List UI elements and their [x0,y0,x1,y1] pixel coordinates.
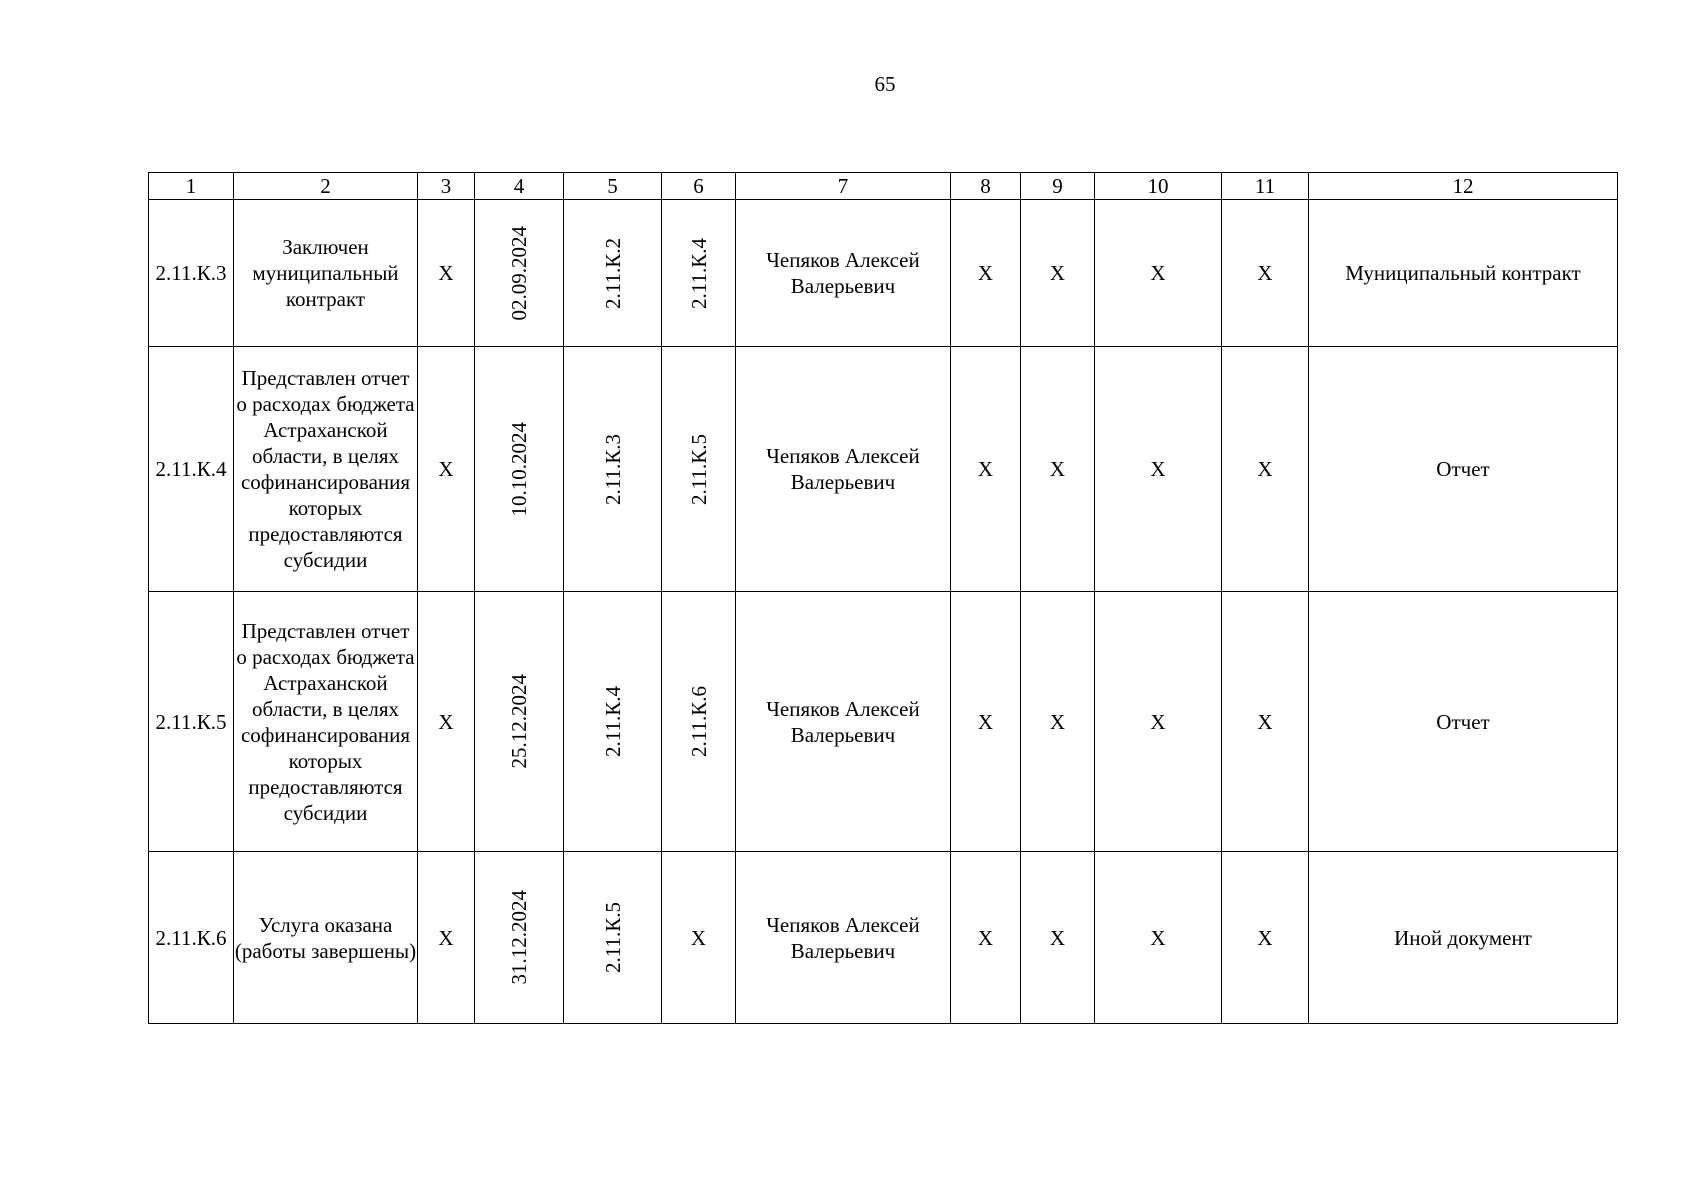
table-row [149,592,1618,852]
row-col11: X [1222,592,1309,852]
row-date: 31.12.2024 [507,890,531,985]
row-date-cell [475,592,564,852]
row-predecessor-cell [564,200,662,347]
row-col11: X [1222,200,1309,347]
row-col3: X [418,592,475,852]
row-successor: 2.11.К.4 [686,237,711,309]
row-date: 10.10.2024 [507,421,531,517]
row-successor-cell [662,200,736,347]
row-col8: X [951,592,1021,852]
table-row [149,852,1618,1024]
header-cell: 5 [564,173,662,200]
row-predecessor-cell [564,347,662,592]
row-successor: 2.11.К.5 [686,433,711,505]
row-col11: X [1222,852,1309,1024]
row-date: 25.12.2024 [507,674,531,769]
header-cell: 6 [662,173,736,200]
row-col10: X [1095,592,1222,852]
row-col10: X [1095,347,1222,592]
row-col3: X [418,852,475,1024]
row-code: 2.11.К.3 [149,200,234,347]
row-col8: X [951,200,1021,347]
row-predecessor: 2.11.К.4 [600,686,625,757]
row-successor-cell [662,347,736,592]
table-row [149,347,1618,592]
row-successor: X [662,852,736,1024]
row-col9: X [1021,592,1095,852]
row-date: 02.09.2024 [507,225,531,321]
row-col10: X [1095,852,1222,1024]
row-result: Иной документ [1309,852,1618,1024]
row-col9: X [1021,200,1095,347]
header-cell: 10 [1095,173,1222,200]
row-responsible: Чепяков Алексей Валерьевич [736,347,951,592]
row-col9: X [1021,347,1095,592]
row-col8: X [951,852,1021,1024]
row-col3: X [418,200,475,347]
header-cell: 1 [149,173,234,200]
row-code: 2.11.К.5 [149,592,234,852]
table-row [149,200,1618,347]
row-predecessor: 2.11.К.3 [600,433,625,505]
row-col8: X [951,347,1021,592]
row-description: Представлен отчет о расходах бюджета Астраханской области, в целях софинансирования которых предоставляются субсидии [234,592,418,852]
row-date-cell [475,852,564,1024]
header-cell: 7 [736,173,951,200]
header-cell: 9 [1021,173,1095,200]
row-date-cell [475,200,564,347]
row-responsible: Чепяков Алексей Валерьевич [736,592,951,852]
row-description: Услуга оказана (работы завершены) [234,852,418,1024]
row-predecessor: 2.11.К.2 [600,237,625,309]
row-code: 2.11.К.6 [149,852,234,1024]
row-responsible: Чепяков Алексей Валерьевич [736,852,951,1024]
table-header-row [149,173,1618,200]
row-date-cell [475,347,564,592]
row-responsible: Чепяков Алексей Валерьевич [736,200,951,347]
row-successor-cell [662,592,736,852]
row-predecessor: 2.11.К.5 [600,902,625,973]
row-predecessor-cell [564,592,662,852]
row-description: Заключен муниципальный контракт [234,200,418,347]
header-cell: 12 [1309,173,1618,200]
row-result: Муниципальный контракт [1309,200,1618,347]
header-cell: 4 [475,173,564,200]
schedule-table [148,172,1618,1024]
page-number: 65 [874,72,896,96]
row-col9: X [1021,852,1095,1024]
row-result: Отчет [1309,347,1618,592]
row-col11: X [1222,347,1309,592]
header-cell: 11 [1222,173,1309,200]
row-successor: 2.11.К.6 [686,686,711,757]
row-code: 2.11.К.4 [149,347,234,592]
header-cell: 8 [951,173,1021,200]
row-col10: X [1095,200,1222,347]
row-result: Отчет [1309,592,1618,852]
row-predecessor-cell [564,852,662,1024]
row-col3: X [418,347,475,592]
header-cell: 3 [418,173,475,200]
header-cell: 2 [234,173,418,200]
row-description: Представлен отчет о расходах бюджета Астраханской области, в целях софинансирования которых предоставляются субсидии [234,347,418,592]
